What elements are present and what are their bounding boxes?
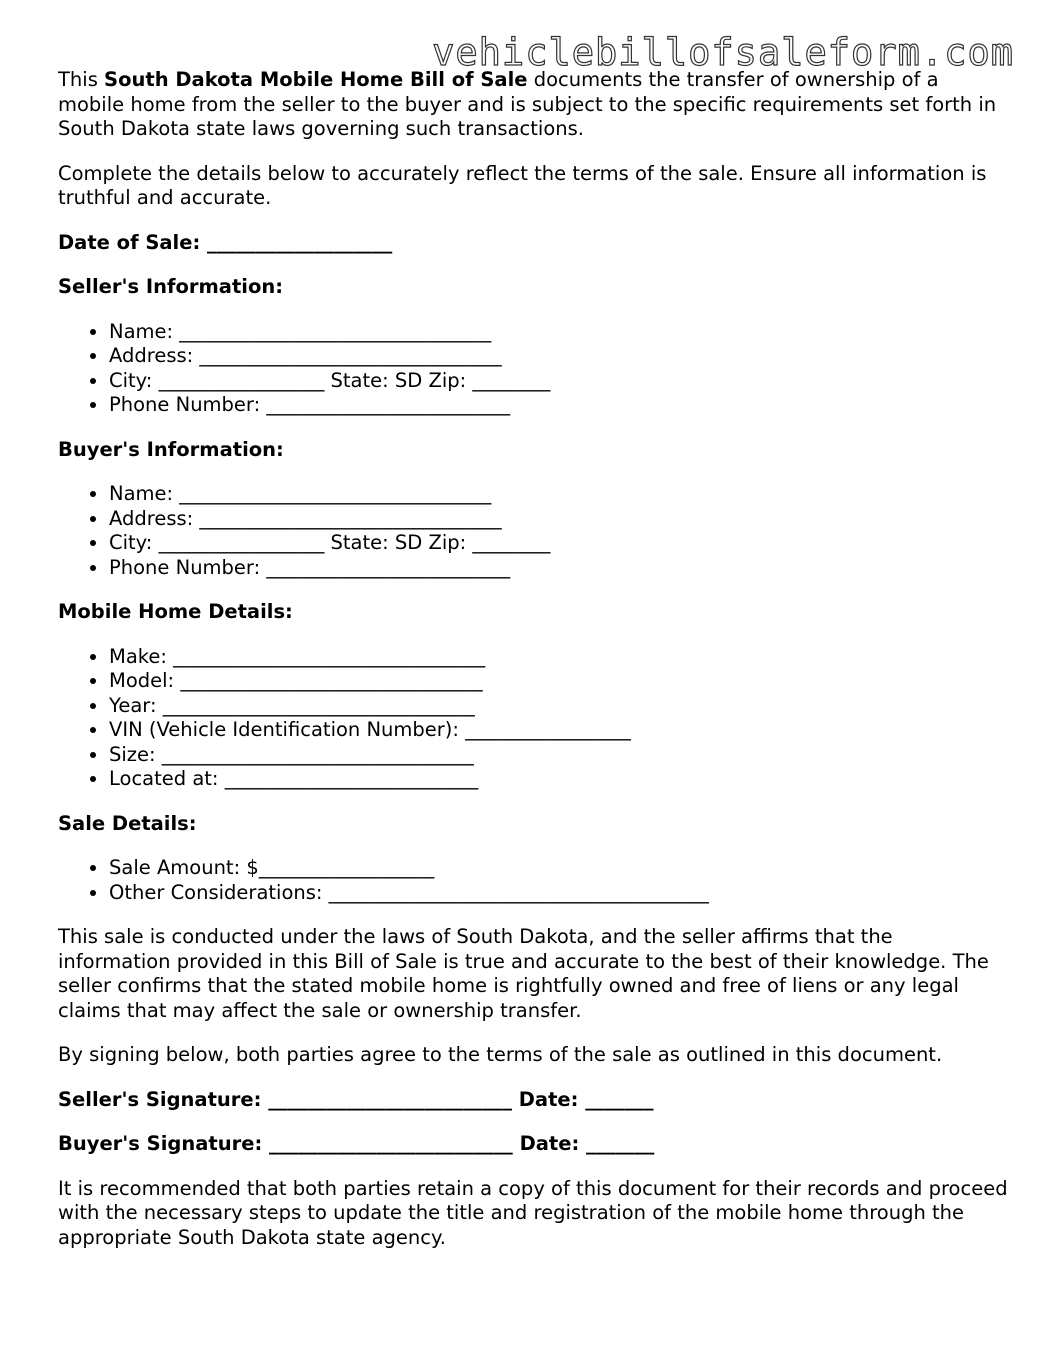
agreement-paragraph: By signing below, both parties agree to the terms of the sale as outlined in this document. — [58, 1043, 943, 1066]
intro-prefix: This — [58, 68, 105, 91]
buyer-city-state-zip-field: • City: _________________ State: SD Zip: ________ — [109, 531, 1008, 556]
location-field: • Located at: __________________________ — [109, 767, 1008, 792]
buyer-info-heading: Buyer's Information: — [58, 437, 284, 461]
instructions-paragraph: Complete the details below to accurately reflect the terms of the sale. Ensure all information is truthful and accurate. — [58, 161, 987, 209]
date-of-sale-field: Date of Sale: ___________________ — [58, 230, 393, 254]
watermark: vehiclebillofsaleform.com — [432, 31, 1014, 74]
sale-amount-field: • Sale Amount: $__________________ — [109, 856, 1008, 881]
size-field: • Size: ________________________________ — [109, 743, 1008, 768]
bill-of-sale-document — [58, 68, 1008, 1270]
seller-phone-field: • Phone Number: _________________________ — [109, 393, 1008, 418]
seller-signature-line: Seller's Signature: _________________________ Date: _______ — [58, 1087, 654, 1111]
mobile-home-details-heading: Mobile Home Details: — [58, 600, 293, 623]
year-field: • Year: ________________________________ — [109, 694, 1008, 719]
intro-suffix: documents the transfer of ownership of a mobile home from the seller to the buyer and is subject to the specific requirements set forth in South Dakota state laws governing such transactions. — [58, 68, 997, 140]
mobile-home-details-list — [58, 645, 1008, 792]
sale-details-heading: Sale Details: — [58, 811, 197, 835]
buyer-name-field: • Name: ________________________________ — [109, 482, 1008, 507]
closing-paragraph: It is recommended that both parties retain a copy of this document for their records and proceed with the necessary steps to update the title and registration of the mobile home through the appropriate South Dakota state agency. — [58, 1176, 1008, 1249]
intro-document-title: South Dakota Mobile Home Bill of Sale — [104, 68, 528, 91]
buyer-info-list — [58, 482, 1008, 580]
buyer-address-field: • Address: _______________________________ — [109, 507, 1008, 532]
sale-details-list — [58, 856, 1008, 905]
vin-field: • VIN (Vehicle Identification Number): _________________ — [109, 718, 1008, 743]
seller-info-list — [58, 320, 1008, 418]
buyer-signature-line: Buyer's Signature: _________________________ Date: _______ — [58, 1132, 655, 1155]
seller-info-heading: Seller's Information: — [58, 275, 284, 298]
seller-address-field: • Address: _______________________________ — [109, 344, 1008, 369]
other-considerations-field: • Other Considerations: _______________________________________ — [109, 881, 1008, 906]
model-field: • Model: _______________________________ — [109, 669, 1008, 694]
make-field: • Make: ________________________________ — [109, 645, 1008, 670]
intro-paragraph — [58, 68, 1008, 142]
affirmation-paragraph: This sale is conducted under the laws of South Dakota, and the seller affirms that the information provided in this Bill of Sale is true and accurate to the best of their knowledge. The seller confirms that the stated mobile home is rightfully owned and free of liens or any legal claims that may affect the sale or ownership transfer. — [58, 925, 989, 1022]
buyer-phone-field: • Phone Number: _________________________ — [109, 556, 1008, 581]
seller-city-state-zip-field: • City: _________________ State: SD Zip: ________ — [109, 369, 1008, 394]
seller-name-field: • Name: ________________________________ — [109, 320, 1008, 345]
